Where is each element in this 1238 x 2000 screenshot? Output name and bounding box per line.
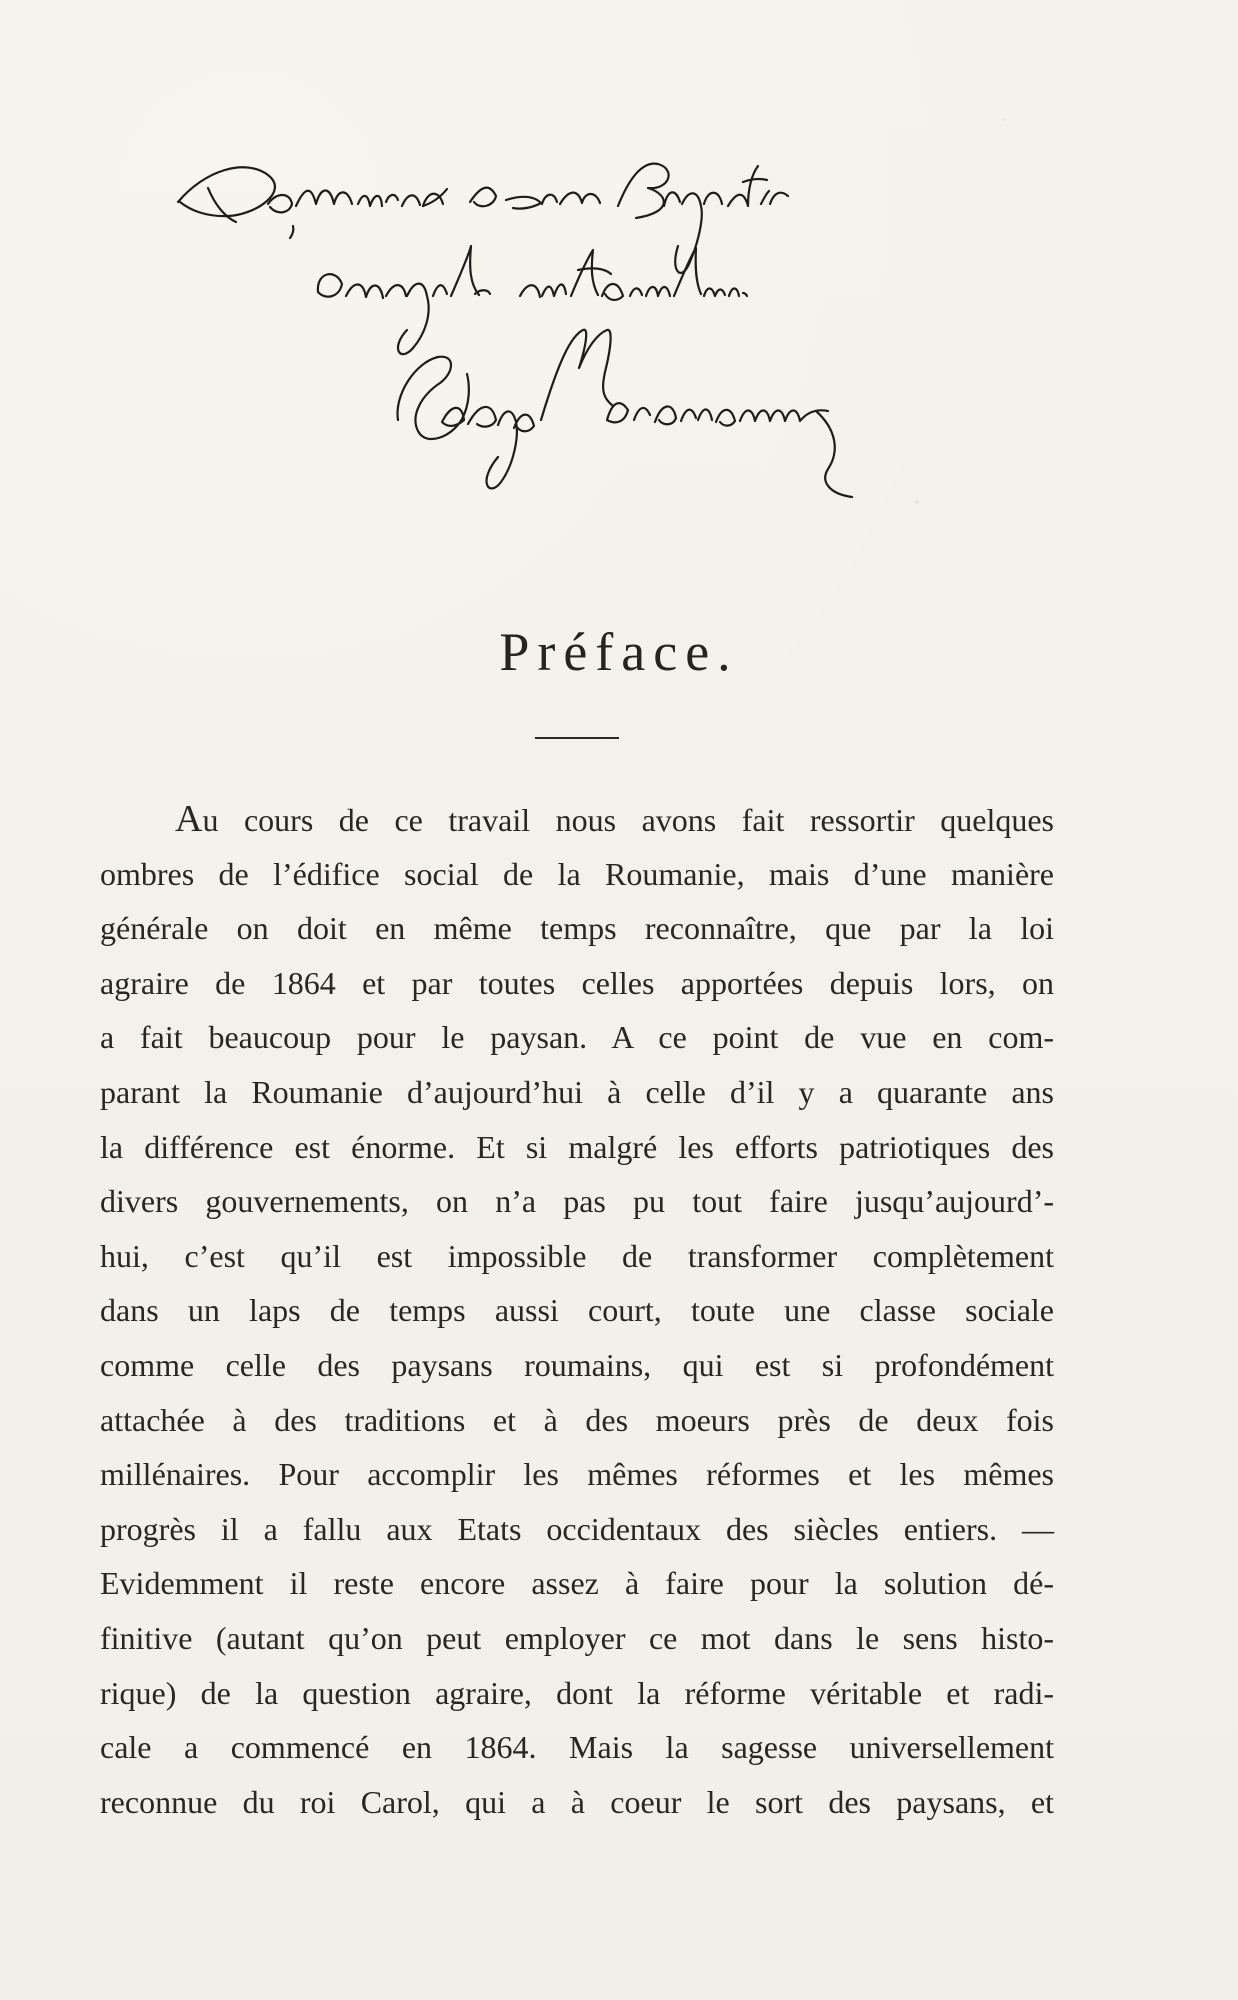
- paragraph-line: [100, 792, 1054, 847]
- paragraph-line: dans un laps de temps aussi court, toute une classe sociale: [100, 1292, 1054, 1329]
- paragraph-line: Evidemment il reste encore assez à faire pour la solution dé-: [100, 1565, 1054, 1602]
- paper-speck: [652, 420, 655, 423]
- paragraph-line: millénaires. Pour accomplir les mêmes réformes et les mêmes: [100, 1456, 1054, 1493]
- paragraph-line: parant la Roumanie d’aujourd’hui à celle d’il y a quarante ans: [100, 1073, 1054, 1110]
- preface-paragraph: [100, 792, 1054, 1829]
- paragraph-line: générale on doit en même temps reconnaître, que par la loi: [100, 910, 1054, 947]
- handwritten-dedication-signature: [150, 120, 1238, 520]
- page-title: Préface.: [499, 622, 739, 682]
- paragraph-line: finitive (autant qu’on peut employer ce mot dans le sens histo-: [100, 1619, 1054, 1656]
- paragraph-line: la différence est énorme. Et si malgré les efforts patriotiques des: [100, 1128, 1054, 1165]
- paragraph-line: ombres de l’édifice social de la Roumanie, mais d’une manière: [100, 855, 1054, 892]
- paper-speck: [915, 500, 919, 504]
- title-rule: [535, 737, 619, 739]
- paragraph-line: a fait beaucoup pour le paysan. A ce point de vue en com-: [100, 1019, 1054, 1056]
- paragraph-line: rique) de la question agraire, dont la réforme véritable et radi-: [100, 1674, 1054, 1711]
- paragraph-line: divers gouvernements, on n’a pas pu tout faire jusqu’aujourd’-: [100, 1183, 1054, 1220]
- paper-speck: [1002, 118, 1005, 121]
- drop-cap: A: [175, 798, 203, 840]
- paragraph-line: comme celle des paysans roumains, qui est si profondément: [100, 1346, 1054, 1383]
- paragraph-line: cale a commencé en 1864. Mais la sagesse universellement: [100, 1729, 1054, 1766]
- paragraph-line: hui, c’est qu’il est impossible de transformer complètement: [100, 1237, 1054, 1274]
- paragraph-line: progrès il a fallu aux Etats occidentaux des siècles entiers. —: [100, 1510, 1054, 1547]
- handwritten-inscription: [150, 120, 1238, 520]
- line-text: u cours de ce travail nous avons fait ressortir quelques: [202, 802, 1054, 838]
- paragraph-line: agraire de 1864 et par toutes celles apportées depuis lors, on: [100, 964, 1054, 1001]
- paragraph-line: reconnue du roi Carol, qui a à coeur le sort des paysans, et: [100, 1783, 1054, 1820]
- paragraph-line: attachée à des traditions et à des moeurs près de deux fois: [100, 1401, 1054, 1438]
- paper-speck: [820, 1705, 823, 1708]
